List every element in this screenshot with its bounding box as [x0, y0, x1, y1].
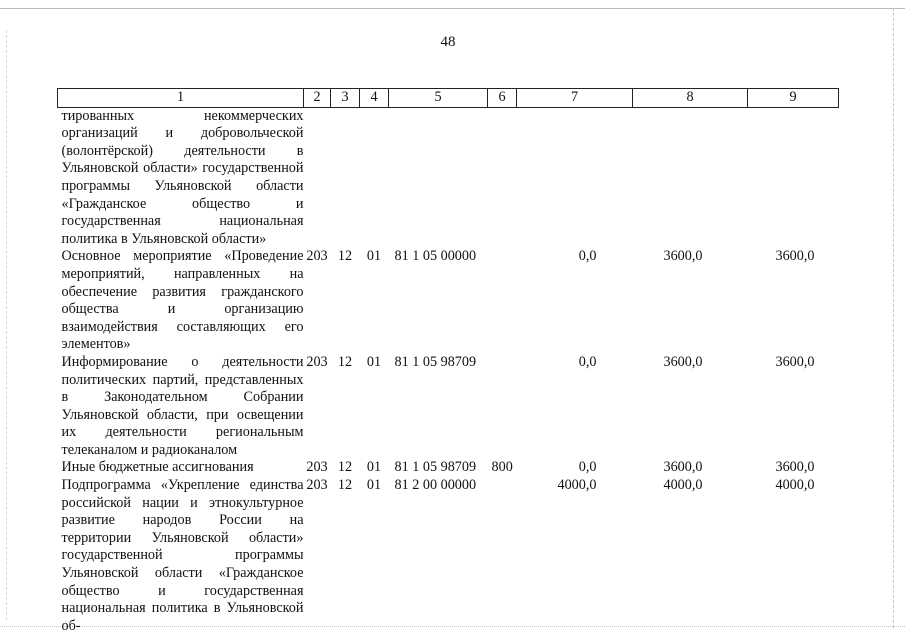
cell-col9: 3600,0 — [775, 353, 815, 370]
cell-col6 — [488, 107, 517, 248]
cell-col4: 01 — [366, 459, 382, 476]
table-row — [58, 107, 839, 248]
table-body — [58, 107, 839, 635]
cell-col4: 01 — [366, 477, 382, 494]
row-name: Основное мероприятие «Проведение мероприятий, направленных на обеспечение развития гражданского общества и организацию взаимодействия составляющих его элементов» — [61, 248, 304, 353]
row-name: Подпрограмма «Укрепление единства российской нации и этнокультурное развитие народов России на территории Ульяновской области» государственной программы Ульяновской области «Гражданское общество и государственная национальная политика в Ульяновской об- — [61, 477, 304, 634]
col-header-9: 9 — [748, 89, 839, 108]
cell-col7 — [517, 107, 633, 248]
cell-col2 — [304, 107, 331, 248]
page-top-edge — [0, 8, 905, 9]
cell-col5: 81 2 00 00000 — [394, 477, 477, 494]
table-row — [58, 354, 839, 460]
cell-col2: 203 — [306, 353, 328, 370]
row-name: тированных некоммерческих организаций и добровольческой (волонтёрской) деятельности в Ульяновской области» государственной программы Ульяновской области «Гражданское общество и государственная национальная политика в Ульяновской области» — [61, 107, 304, 247]
cell-col9: 4000,0 — [775, 477, 815, 494]
cell-col4: 01 — [366, 248, 382, 265]
cell-col4 — [360, 107, 389, 248]
cell-col6: 800 — [491, 459, 513, 476]
cell-col3 — [331, 107, 360, 248]
cell-col2: 203 — [306, 459, 328, 476]
cell-col8: 3600,0 — [663, 248, 703, 265]
table-row — [58, 459, 839, 477]
col-header-7: 7 — [517, 89, 633, 108]
budget-table — [57, 88, 839, 635]
cell-col2: 203 — [306, 477, 328, 494]
cell-col8: 3600,0 — [663, 353, 703, 370]
cell-col9: 3600,0 — [775, 459, 815, 476]
cell-col7: 0,0 — [578, 248, 597, 265]
cell-col5: 81 1 05 00000 — [394, 248, 477, 265]
cell-col7: 0,0 — [578, 353, 597, 370]
cell-col5 — [389, 107, 488, 248]
header-row — [58, 89, 839, 108]
cell-col9 — [748, 107, 839, 248]
cell-col3: 12 — [337, 353, 353, 370]
row-name: Иные бюджетные ассигнования — [61, 459, 254, 476]
col-header-4: 4 — [360, 89, 389, 108]
cell-col6 — [488, 354, 517, 460]
table-header — [58, 89, 839, 108]
cell-col5: 81 1 05 98709 — [394, 353, 477, 370]
col-header-6: 6 — [488, 89, 517, 108]
cell-col8: 4000,0 — [663, 477, 703, 494]
cell-col5: 81 1 05 98709 — [394, 459, 477, 476]
col-header-3: 3 — [331, 89, 360, 108]
cell-col9: 3600,0 — [775, 248, 815, 265]
cell-col3: 12 — [337, 459, 353, 476]
cell-col7: 4000,0 — [557, 477, 597, 494]
page-right-edge — [893, 8, 894, 628]
cell-col3: 12 — [337, 477, 353, 494]
cell-col3: 12 — [337, 248, 353, 265]
cell-col8: 3600,0 — [663, 459, 703, 476]
cell-col4: 01 — [366, 353, 382, 370]
cell-col7: 0,0 — [578, 459, 597, 476]
cell-col6 — [488, 477, 517, 635]
cell-col6 — [488, 248, 517, 354]
table-row — [58, 477, 839, 635]
col-header-2: 2 — [304, 89, 331, 108]
col-header-1: 1 — [58, 89, 304, 108]
page-left-edge — [6, 30, 7, 620]
col-header-5: 5 — [389, 89, 488, 108]
row-name: Информирование о деятельности политических партий, представленных в Законодательном Собрании Ульяновской области, при освещении их деятельности региональным телеканалом и радиоканалом — [61, 353, 304, 458]
cell-col8 — [633, 107, 748, 248]
col-header-8: 8 — [633, 89, 748, 108]
page-number: 48 — [440, 34, 456, 50]
cell-col2: 203 — [306, 248, 328, 265]
table-row — [58, 248, 839, 354]
